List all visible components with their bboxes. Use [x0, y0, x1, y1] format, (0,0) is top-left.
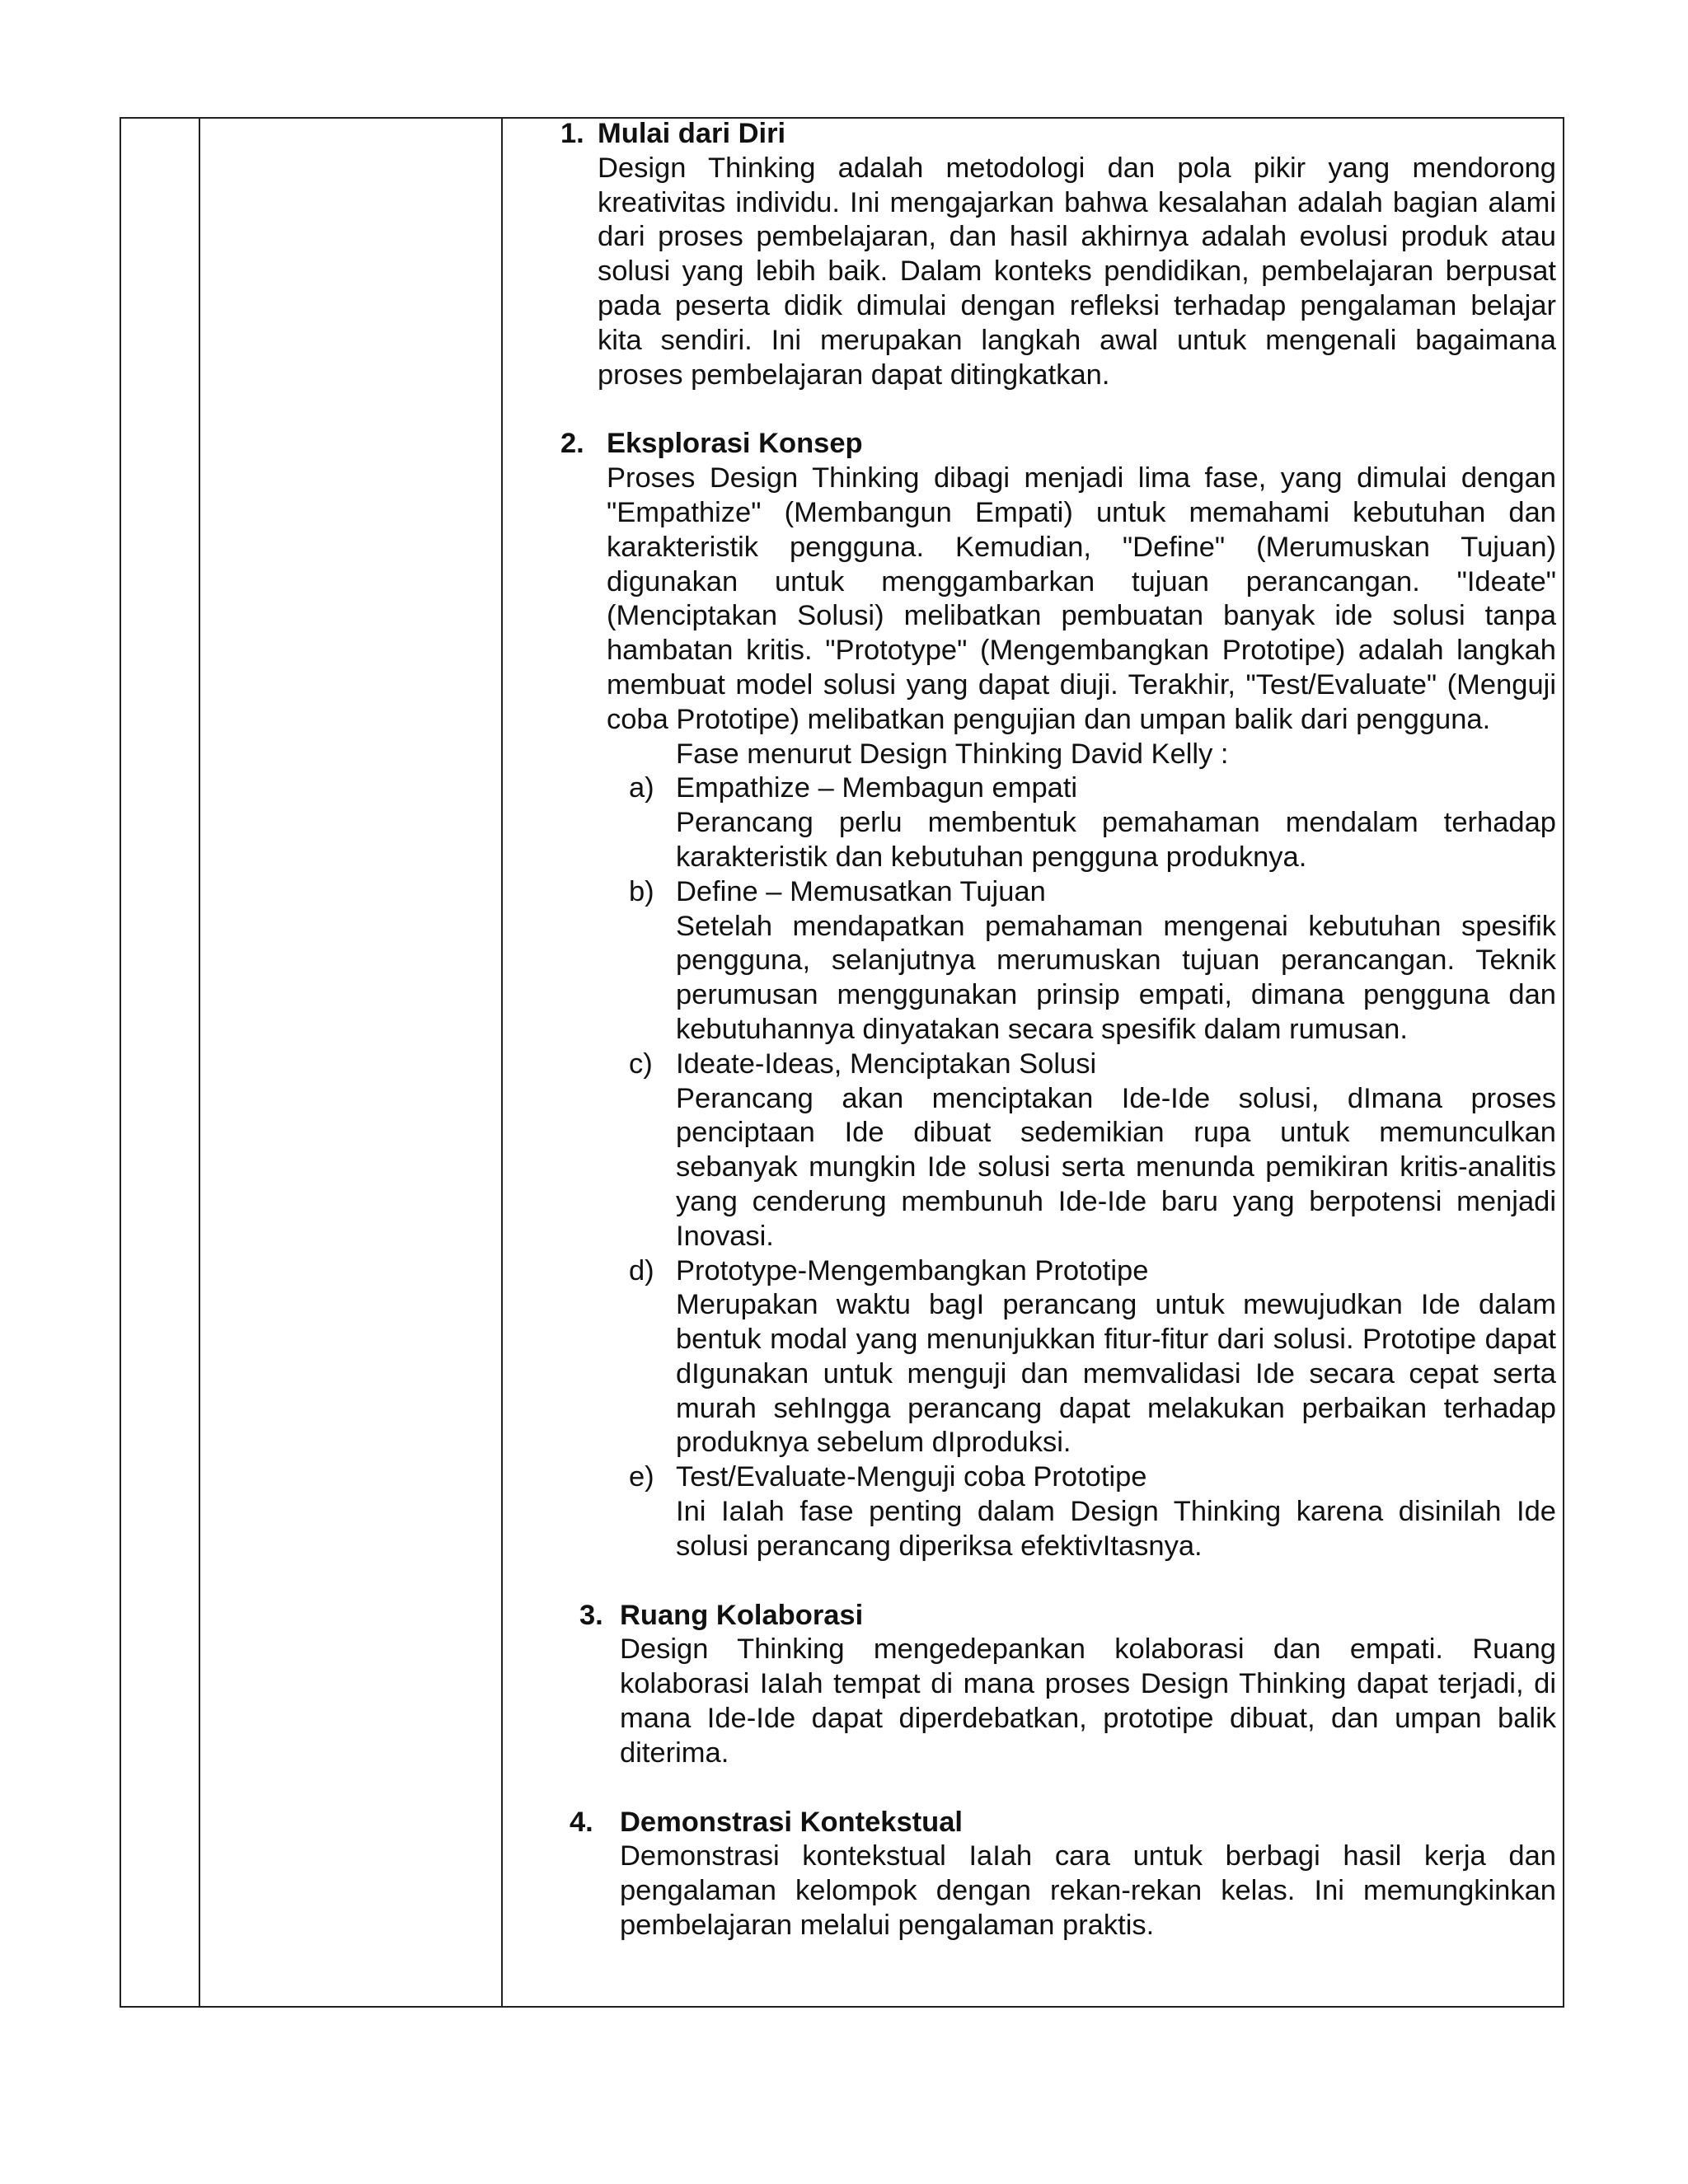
column-divider-1: [199, 119, 200, 2006]
section-body: Design Thinking adalah metodologi dan pola pikir yang mendorong kreativitas individu. Ini mengajarkan bahwa kesalahan adalah bagian alami dari proses pembelajaran, dan hasil akhirnya adalah evolusi produk atau solusi yang lebih baik. Dalam konteks pendidikan, pembelajaran berpusat pada peserta didik dimulai dengan refleksi terhadap pengalaman belajar kita sendiri. Ini merupakan langkah awal untuk mengenali bagaimana proses pembelajaran dapat ditingkatkan.: [598, 152, 1556, 391]
phase-letter: e): [629, 1461, 654, 1493]
section-body: Design Thinking mengedepankan kolaborasi dan empati. Ruang kolaborasi IaIah tempat di mana proses Design Thinking dapat terjadi, di mana Ide-Ide dapat diperdebatkan, prototipe dibuat, dan umpan balik diterima.: [620, 1633, 1556, 1769]
section-body: Proses Design Thinking dibagi menjadi lima fase, yang dimulai dengan "Empathize" (Membangun Empati) untuk memahami kebutuhan dan karakteristik pengguna. Kemudian, "Define" (Merumuskan Tujuan) digunakan untuk menggambarkan tujuan perancangan. "Ideate" (Menciptakan Solusi) melibatkan pembuatan banyak ide solusi tanpa hambatan kritis. "Prototype" (Mengembangkan Prototipe) adalah langkah membuat model solusi yang dapat diuji. Terakhir, "Test/Evaluate" (Menguji coba Prototipe) melibatkan pengujian dan umpan balik dari pengguna.: [607, 462, 1556, 735]
phase-letter: b): [629, 875, 654, 907]
phase-title: Empathize – Membagun empati: [676, 772, 1078, 804]
section-ruang-kolaborasi: [503, 1599, 1556, 1771]
phase-item-define: [629, 875, 1556, 1047]
section-body: Demonstrasi kontekstual IaIah cara untuk berbagi hasil kerja dan pengalaman kelompok dengan rekan-rekan kelas. Ini memungkinkan pembelajaran melalui pengalaman praktis.: [620, 1840, 1556, 1942]
phase-item-ideate: [629, 1047, 1556, 1254]
phase-letter: a): [629, 772, 654, 804]
section-number: 3.: [579, 1599, 603, 1631]
phase-body: Ini IaIah fase penting dalam Design Thinking karena disinilah Ide solusi perancang diperiksa efektivItasnya.: [676, 1496, 1556, 1562]
phase-body: Merupakan waktu bagI perancang untuk mewujudkan Ide dalam bentuk modal yang menunjukkan fitur-fitur dari solusi. Prototipe dapat dIgunakan untuk menguji dan memvalidasi Ide secara cepat serta murah sehIngga perancang dapat melakukan perbaikan terhadap produknya sebelum dIproduksi.: [676, 1289, 1556, 1459]
phase-letter: c): [629, 1047, 653, 1080]
phase-title: Ideate-Ideas, Menciptakan Solusi: [676, 1047, 1097, 1080]
section-eksplorasi-konsep: [503, 427, 1556, 1563]
section-title: Demonstrasi Kontekstual: [620, 1806, 964, 1838]
section-heading: [503, 117, 1550, 152]
section-heading: [503, 427, 1550, 462]
section-number: 4.: [570, 1806, 593, 1838]
section-mulai-dari-diri: [503, 117, 1556, 392]
section-demonstrasi-kontekstual: [503, 1806, 1556, 1943]
phase-item-test: [629, 1460, 1556, 1563]
phase-letter: d): [629, 1254, 654, 1286]
section-heading: [503, 1599, 1550, 1633]
phase-body: Perancang perlu membentuk pemahaman mendalam terhadap karakteristik dan kebutuhan pengguna produknya.: [676, 807, 1556, 873]
phase-item-prototype: [629, 1254, 1556, 1461]
section-title: Mulai dari Diri: [598, 118, 786, 149]
phase-title: Define – Memusatkan Tujuan: [676, 875, 1046, 907]
section-title: Eksplorasi Konsep: [607, 428, 863, 460]
section-title: Ruang Kolaborasi: [620, 1599, 864, 1631]
phase-title: Prototype-Mengembangkan Prototipe: [676, 1254, 1149, 1286]
phase-body: Perancang akan menciptakan Ide-Ide solusi, dImana proses penciptaan Ide dibuat sedemikian rupa untuk memunculkan sebanyak mungkin Ide solusi serta menunda pemikiran kritis-analitis yang cenderung membunuh Ide-Ide baru yang berpotensi menjadi Inovasi.: [676, 1082, 1556, 1252]
phase-intro: Fase menurut Design Thinking David Kelly :: [676, 738, 1229, 770]
phase-title: Test/Evaluate-Menguji coba Prototipe: [676, 1461, 1147, 1493]
section-number: 2.: [560, 428, 584, 460]
section-heading: [503, 1806, 1550, 1840]
phase-item-empathize: [629, 771, 1556, 874]
section-number: 1.: [560, 118, 584, 149]
content-cell: [503, 117, 1556, 1943]
phase-body: Setelah mendapatkan pemahaman mengenai kebutuhan spesifik pengguna, selanjutnya merumuskan tujuan perancangan. Teknik perumusan menggunakan prinsip empati, dimana pengguna dan kebutuhannya dinyatakan secara spesifik dalam rumusan.: [676, 910, 1556, 1045]
